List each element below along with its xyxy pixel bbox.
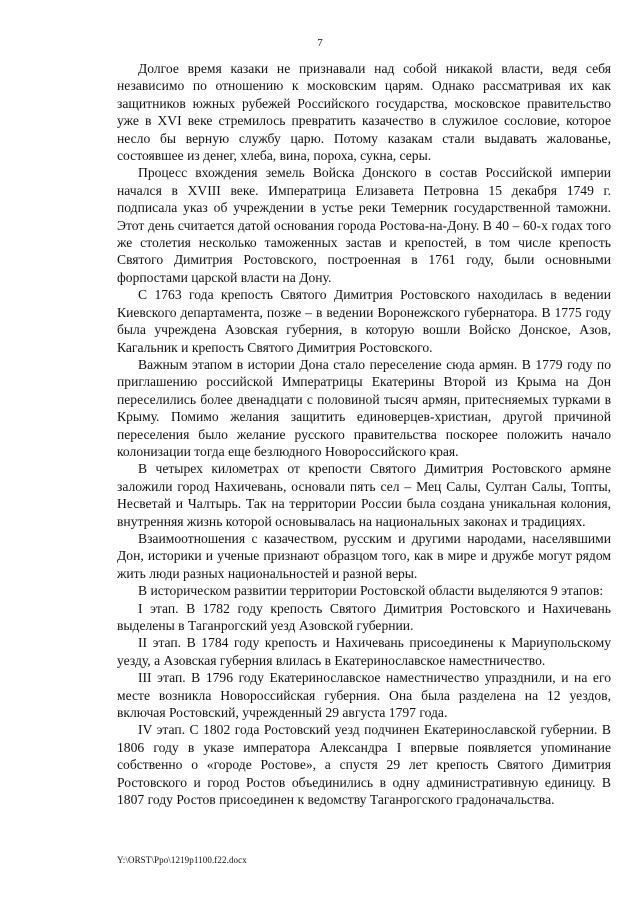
- page-number: 7: [317, 37, 323, 49]
- paragraph-stages-intro: В историческом развитии территории Ростовской области выделяются 9 этапов:: [138, 583, 604, 599]
- paragraph-stage-4: IV этап. С 1802 года Ростовский уезд подчинен Екатеринославской губернии. В 1806 году в указе императора Александра I впервые появляется упоминание собственно о «городе Ростове», а спустя 29 лет крепость Святого Димитрия Ростовского и город Ростов объединились в одну административную единицу. В 1807 году Ростов присоединен к ведомству Таганрогского градоначальства.: [117, 722, 611, 808]
- paragraph-stage-3: III этап. В 1796 году Екатеринославское наместничество упразднили, и на его месте возникла Новороссийская губерния. Она была разделена на 12 уездов, включая Ростовский, учрежденный 29 августа 1797 года.: [117, 670, 611, 721]
- paragraph-relations: Взаимоотношения с казачеством, русским и другими народами, населявшими Дон, историки и ученые признают образцом того, как в мире и дружбе могут рядом жить люди разных национальностей и разной веры.: [117, 530, 611, 581]
- paragraph-cossack-independence: Долгое время казаки не признавали над собой никакой власти, ведя себя независимо по отношению к московским царям. Однако рассматривая их как защитников южных рубежей Российского государства, московское правительство уже в XVI веке стремилось превратить казачество в служилое сословие, которое несло бы верную службу царю. Потому казакам стали выдавать жалованье, состоявшее из денег, хлеба, вина, пороха, сукна, серы.: [117, 61, 611, 164]
- document-body: [117, 60, 611, 808]
- paragraph-nakhichevan-founding: В четырех километрах от крепости Святого Димитрия Ростовского армяне заложили город Нахичевань, основали пять сел – Мец Салы, Султан Салы, Топты, Несветай и Чалтырь. Так на территории России была создана уникальная колония, внутренняя жизнь которой основывалась на национальных законах и традициях.: [117, 461, 611, 529]
- paragraph-empire-entry: Процесс вхождения земель Войска Донского в состав Российской империи начался в XVIII веке. Императрица Елизавета Петровна 15 декабря 1749 г. подписала указ об учреждении в устье реки Темерник государственной таможни. Этот день считается датой основания города Ростова-на-Дону. В 40 – 60-х годах того же столетия несколько таможенных застав и крепостей, в том числе крепость Святого Димитрия Ростовского, построенная в 1761 году, были основными форпостами царской власти на Дону.: [117, 165, 611, 285]
- paragraph-armenian-resettlement: Важным этапом в истории Дона стало переселение сюда армян. В 1779 году по приглашению российской Императрицы Екатерины Второй из Крыма на Дон переселились более двенадцати с половиной тысяч армян, притесняемых турками в Крыму. Помимо желания защитить единоверцев-христиан, другой причиной переселения было желание русского правительства поскорее положить начало колонизации тогда еще безлюдного Новороссийского края.: [117, 356, 611, 459]
- paragraph-stage-1: I этап. В 1782 году крепость Святого Димитрия Ростовского и Нахичевань выделены в Таганрогский уезд Азовской губернии.: [117, 600, 611, 633]
- footer-file-path: Y:\ORST\Ppo\1219p1100.f22.docx: [117, 855, 247, 865]
- paragraph-fortress-administration: С 1763 года крепость Святого Димитрия Ростовского находилась в ведении Киевского департамента, позже – в ведении Воронежского губернатора. В 1775 году была учреждена Азовская губерния, в которую вошли Войско Донское, Азов, Кагальник и крепость Святого Димитрия Ростовского.: [117, 287, 611, 355]
- paragraph-stage-2: II этап. В 1784 году крепость и Нахичевань присоединены к Мариупольскому уезду, а Азовская губерния влилась в Екатеринославское наместничество.: [117, 635, 611, 668]
